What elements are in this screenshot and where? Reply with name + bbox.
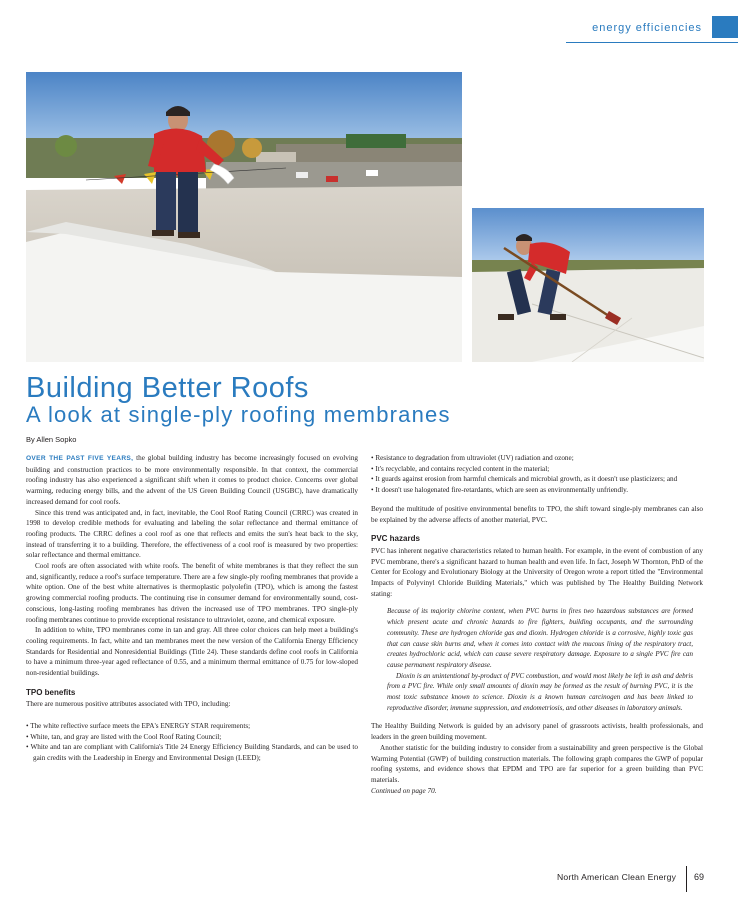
spacer (26, 710, 358, 721)
article-paragraph: The Healthy Building Network is guided by an advisory panel of grassroots activists, health professionals, and leaders in the green building movement. (371, 722, 703, 742)
tpo-benefits-heading: TPO benefits (26, 687, 76, 697)
list-item: • It's recyclable, and contains recycled content in the material; (371, 464, 703, 475)
list-item: • It guards against erosion from harmful chemicals and microbial growth, as it doesn't use plasticizers; and (371, 474, 703, 485)
section-rule (566, 42, 738, 43)
paragraph-text: the global building industry has become increasingly focused on evolving building and construction practices to be more environmentally responsible. In that context, the commercial roofing industry has also experienced a significant shift when it comes to product choice. Concerns over global warming, reducing energy bills, and the advent of the US Green Building Council (USGBC), have dramatically increased demand for cool roofs. (26, 454, 359, 506)
section-tag: energy efficiencies (592, 22, 702, 34)
quote-paragraph: Because of its majority chlorine content, when PVC burns in fires two hazardous substances are formed which present acute and chronic hazards to fire fighters, building occupants, and the surrounding community. These are hydrogen chloride gas and dioxin. Hydrogen chloride is a corrosive, highly toxic gas that can cause skin burns and, when it comes into contact with the mucous lining of the respiratory tract, creates hydrochloric acid, which can cause severe respiratory damage. Exposure to a single PVC fire can cause permanent respiratory disease. (387, 607, 693, 669)
photo-worker-seaming-membrane (472, 208, 704, 362)
lead-in: OVER THE PAST FIVE YEARS, (26, 455, 134, 462)
pvc-hazards-heading: PVC hazards (371, 534, 420, 544)
list-item: • Resistance to degradation from ultraviolet (UV) radiation and ozone; (371, 453, 703, 464)
list-item: • The white reflective surface meets the EPA's ENERGY STAR requirements; (26, 721, 358, 732)
spacer (371, 496, 703, 504)
article-paragraph (26, 453, 358, 508)
article-paragraph: Beyond the multitude of positive environmental benefits to TPO, the shift toward single-ply membranes can also be explained by the adverse affects of another material, PVC. (371, 504, 703, 524)
article-paragraph: Cool roofs are often associated with white roofs. The benefit of white membranes is that they reflect the sun and, significantly, reduce a roof's surface temperature. There are a few single-ply roofing membranes that provide a white option. One of the best white alternatives is thermoplastic polyolefin (TPO), which is among the fastest growing commercial roofing products. The continuing rise in consumer demand for environmentally sound, cost-conscious, long-lasting roofing membranes has driven the increased use of TPO membranes. TPO single-ply roofing membranes continue to provide exceptional resistance to ultraviolet, ozone, and chemical exposure. (26, 562, 358, 624)
section-color-bar (712, 16, 738, 38)
tpo-benefits-list-continued (371, 453, 703, 496)
photo-main-illustration (26, 72, 462, 362)
footer-divider (686, 866, 687, 892)
photo-worker-unrolling-membrane (26, 72, 462, 362)
article-paragraph: Since this trend was anticipated and, in fact, inevitable, the Cool Roof Rating Council (CRRC) was created in 1998 to develop credible methods for evaluating and labeling the solar reflectance and thermal emittance of roofing products. The CRRC defines a cool roof as one that reflects and emits the sun's heat back to the sky, instead of transferring it to a building. Therefore, the effectiveness of a cool roof is measured by two properties: solar reflectance and thermal emittance. (26, 508, 358, 560)
tpo-benefits-list (26, 721, 358, 764)
footer-publication: North American Clean Energy (557, 872, 677, 882)
article-byline: By Allen Sopko (26, 435, 77, 444)
block-quote (387, 606, 693, 713)
quote-paragraph: Dioxin is an unintentional by-product of PVC combustion, and would most likely be left in ash and debris from a PVC fire. While only small amounts of dioxin may be formed as the result of burning PVC, it is the most toxic substance known to science. Dioxin is a known human carcinogen and has been linked to reproductive disorder, immune suppression, and endometriosis, and other diseases in laboratory animals. (387, 671, 693, 712)
list-item: • White, tan, and gray are listed with the Cool Roof Rating Council; (26, 732, 358, 743)
article-column-right (371, 453, 703, 796)
photo-side-illustration (472, 208, 704, 362)
article-paragraph: In addition to white, TPO membranes come in tan and gray. All three color choices can help meet a building's cooling requirements. In fact, white and tan membranes meet the new version of the California Energy Efficiency Standards for Residential and Nonresidential Buildings (Title 24). These standards define cool roofs in California to have a minimum three-year aged reflectance of 0.55, and a minimum thermal emittance of 0.75 for low-sloped non-residential buildings. (26, 626, 358, 678)
page-number: 69 (694, 872, 705, 882)
article-column-left (26, 453, 358, 764)
list-item: • It doesn't use halogenated fire-retardants, which are seen as environmentally unfriendly. (371, 485, 703, 496)
article-title: Building Better Roofs (26, 372, 309, 404)
continued-note: Continued on page 70. (371, 786, 437, 795)
article-paragraph: There are numerous positive attributes associated with TPO, including: (26, 700, 231, 709)
article-paragraph: Another statistic for the building industry to consider from a sustainability and green perspective is the Global Warming Potential (GWP) of building construction materials. The following graph compares the GWP of popular roofing systems, and evidence shows that EPDM and TPO are far superior for a green building than PVC materials. (371, 743, 703, 784)
article-paragraph: PVC has inherent negative characteristics related to human health. For example, in the event of combustion of any PVC membrane, there's a significant hazard to human health and even life. In fact, Joseph W Thornton, PhD of the Center for Ecology and Evolutionary Biology at the University of Oregon wrote a report titled the "Environmental Impacts of Polyvinyl Chloride Building Materials," which was published by The Healthy Building Network stating: (371, 546, 703, 598)
article-subtitle: A look at single-ply roofing membranes (26, 402, 451, 427)
list-item: • White and tan are compliant with California's Title 24 Energy Efficiency Building Standards, and can be used to gain credits with the Leadership in Energy and Environmental Design (LEED); (26, 742, 358, 763)
